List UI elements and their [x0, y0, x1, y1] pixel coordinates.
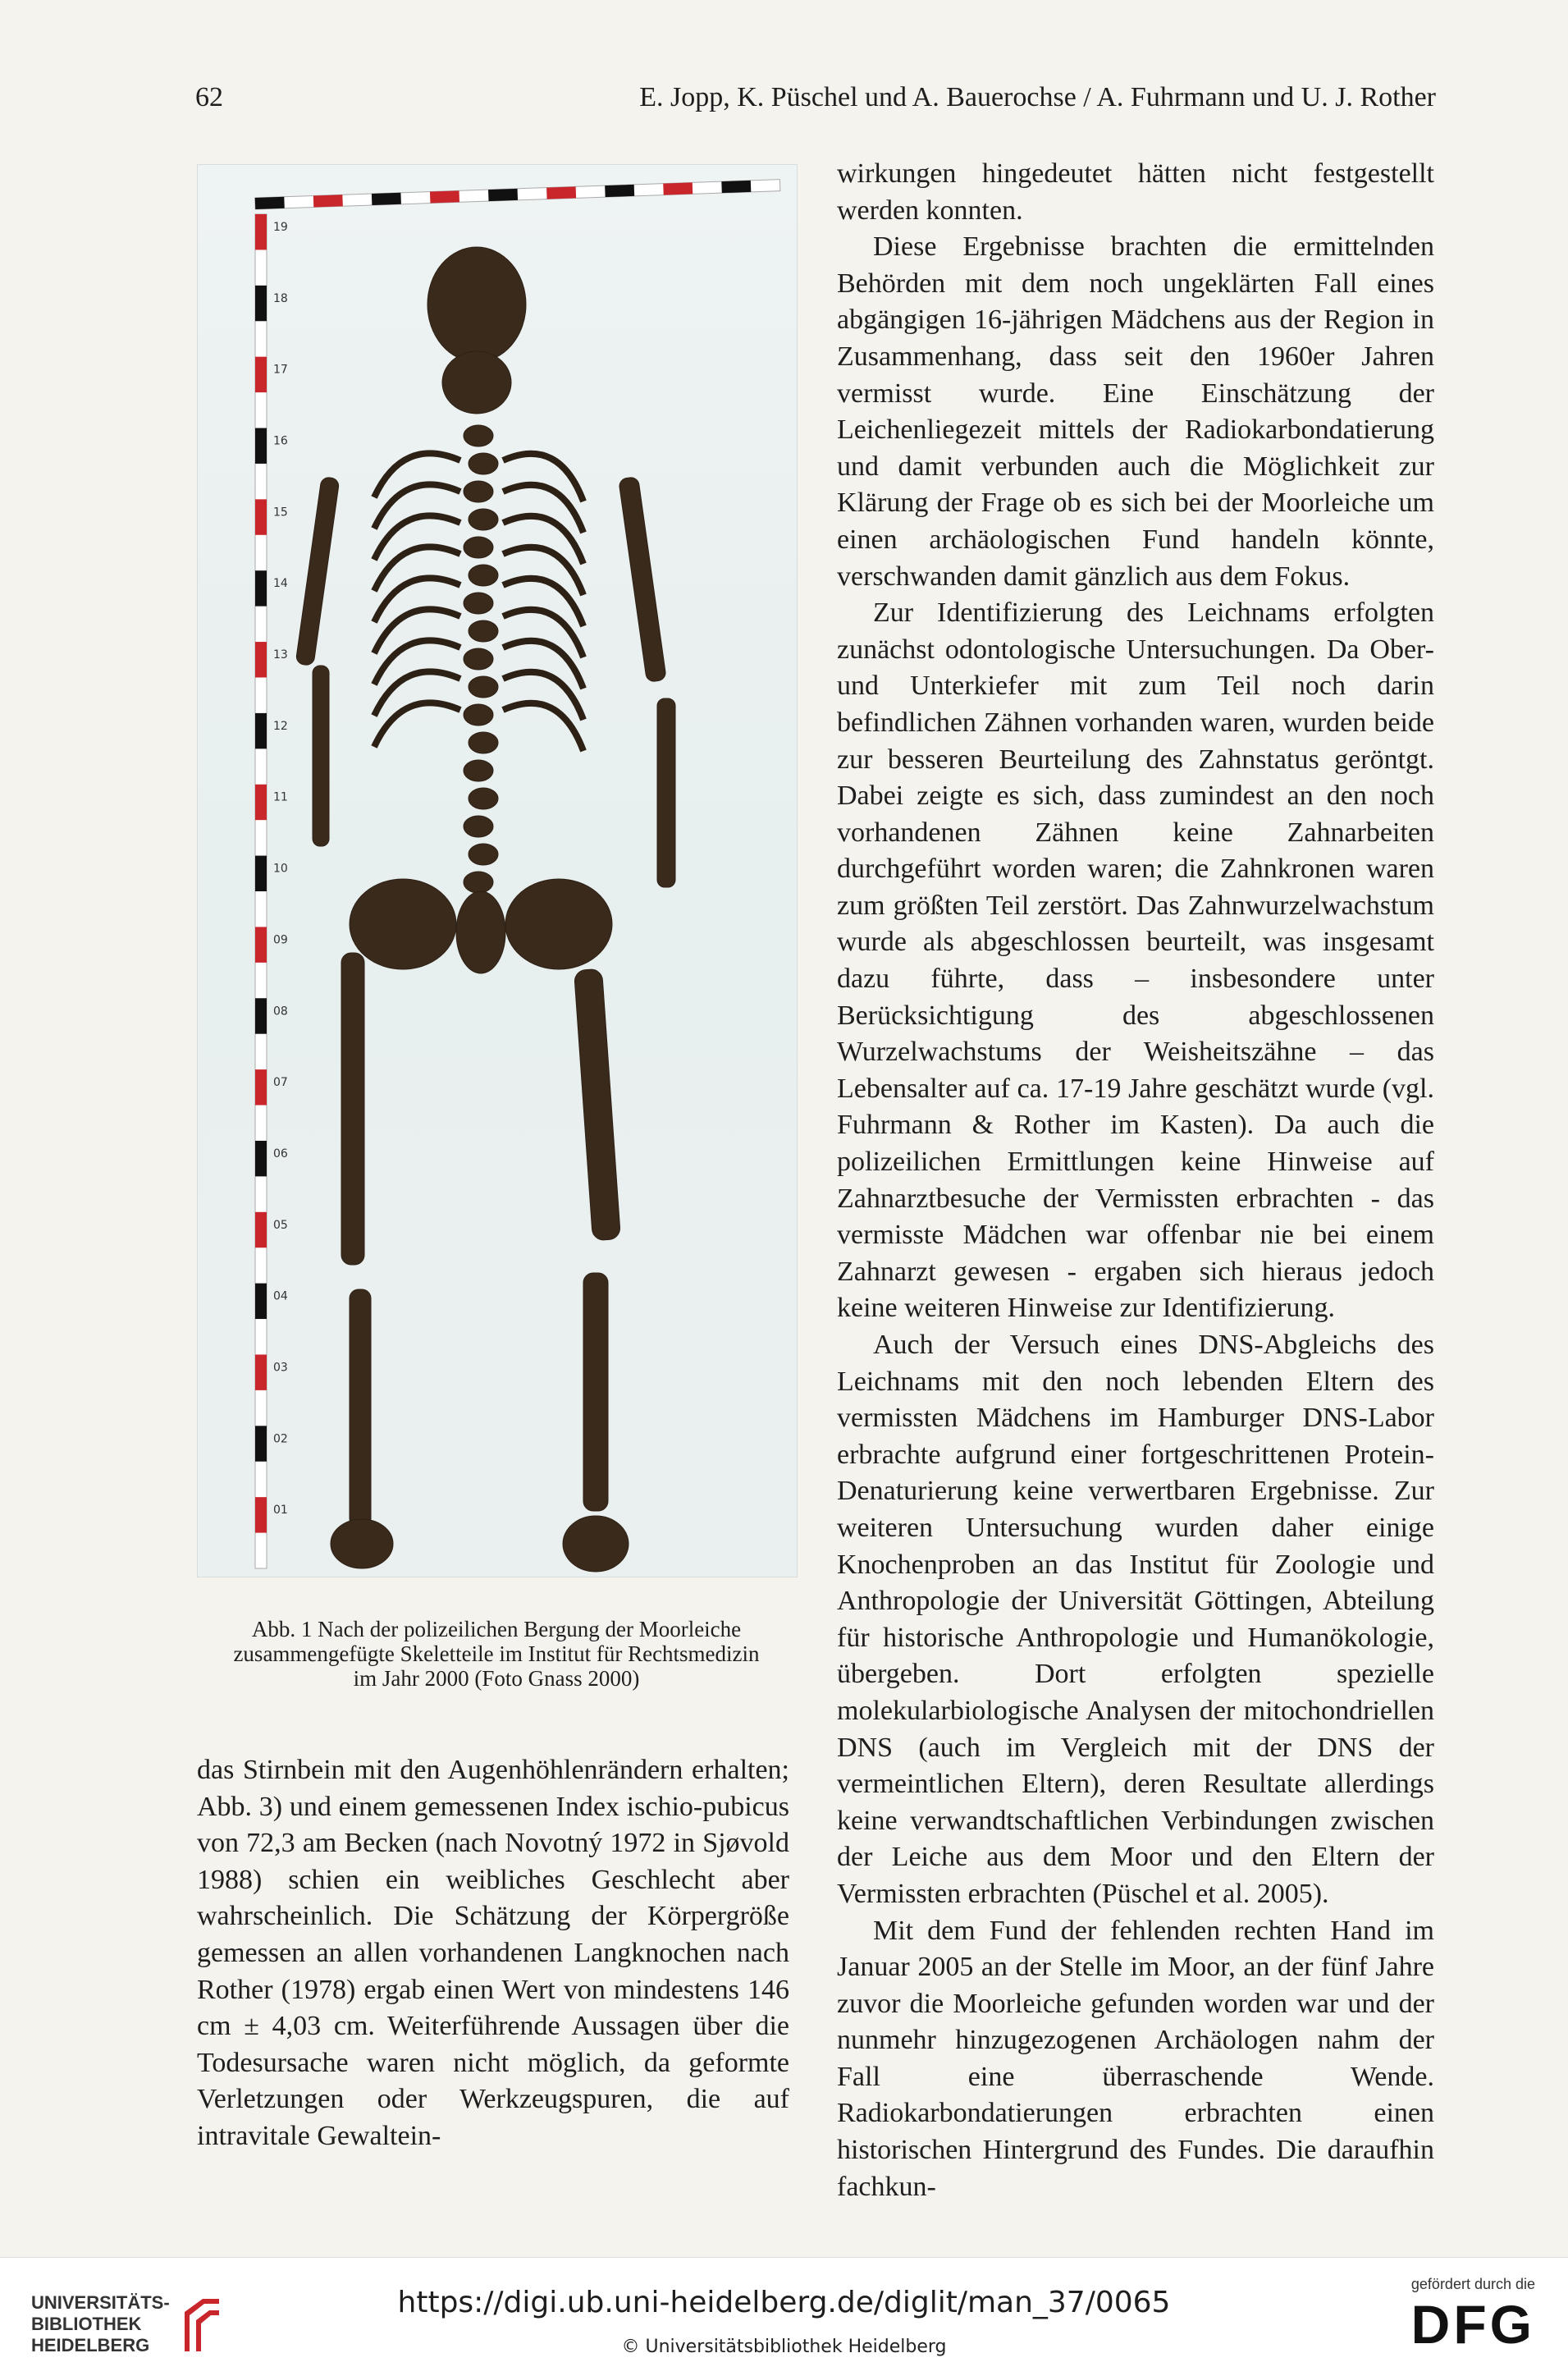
library-name-1: UNIVERSITÄTS-	[31, 2292, 170, 2313]
scale-segment	[255, 1212, 267, 1248]
library-name-2: BIBLIOTHEK	[31, 2314, 142, 2334]
scale-label: 14	[273, 577, 288, 591]
rib	[374, 578, 460, 622]
right-tibia	[583, 1273, 608, 1511]
scale-segment	[255, 713, 267, 749]
left-column	[197, 1752, 789, 2155]
viewer-footer	[0, 2257, 1568, 2376]
scale-label: 17	[273, 363, 288, 377]
copyright-notice: © Universitätsbibliothek Heidelberg	[621, 2337, 947, 2357]
scale-segment	[546, 186, 576, 199]
left-forearm	[313, 666, 329, 846]
sacrum	[456, 891, 505, 973]
library-name-3: HEIDELBERG	[31, 2335, 150, 2355]
scale-label: 12	[273, 719, 288, 733]
jaw	[442, 351, 511, 414]
scale-segment	[255, 1141, 267, 1176]
skeleton	[295, 247, 675, 1572]
scale-segment	[255, 856, 267, 891]
scale-label: 07	[273, 1076, 288, 1090]
rib	[503, 672, 583, 720]
scale-segment	[255, 785, 267, 820]
scale-segment	[255, 214, 267, 250]
scale-segment	[255, 1069, 267, 1105]
ribs-right	[503, 454, 583, 751]
vertebra	[464, 816, 493, 837]
rib	[503, 516, 583, 564]
scale-segment	[255, 428, 267, 464]
vertebra	[464, 593, 493, 614]
vertebra	[469, 565, 498, 586]
vertical-scale	[255, 214, 288, 1568]
caption-line-3: im Jahr 2000 (Foto Gnass 2000)	[353, 1666, 640, 1691]
left-paragraph-1: das Stirnbein mit den Augenhöhlenrändern erhalten; Abb. 3) und einem gemessenen Index ischio-pubicus von 72,3 am Becken (nach Novotný 1972 in Sjøvold 1988) schien ein weibliches Geschlecht aber wahrscheinlich. Die Schätzung der Körpergröße gemessen an allen vorhandenen Langknochen nach Rother (1978) ergab einen Wert von mindestens 146 cm ± 4,03 cm. Weiterführende Aussagen über die Todesursache waren nicht möglich, da geformte Verletzungen oder Werkzeugspuren, die auf intravitale Gewaltein-	[197, 1755, 789, 2151]
rib	[374, 640, 460, 684]
scale-segment	[255, 927, 267, 962]
horizontal-scale	[255, 180, 780, 209]
scale-label: 04	[273, 1289, 288, 1303]
scale-label: 13	[273, 648, 288, 662]
right-humerus	[619, 477, 667, 683]
dfg-sponsor-text: gefördert durch die	[1410, 2276, 1535, 2292]
vertebra	[469, 620, 498, 642]
scale-segment	[255, 642, 267, 677]
right-paragraph-3: Zur Identifizierung des Leichnams erfolgten zunächst odontologische Untersuchungen. Da Ober- und Unterkiefer mit zum Teil noch darin befindlichen Zähnen vorhanden waren, wurden beide zur besseren Beurteilung des Zahnstatus geröntgt. Dabei zeigte es sich, dass zumindest an den noch vorhandenen Zähnen keine Zahnarbeiten durchgeführt worden waren; die Zahnkronen waren zum größten Teil zerstört. Das Zahnwurzelwachstum wurde als abgeschlossen beurteilt, was insgesamt dazu führte, dass – insbesondere unter Berücksichtigung des abgeschlossenen Wurzelwachstums der Weisheitszähne – das Lebensalter auf ca. 17-19 Jahre geschätzt wurde (vgl. Fuhrmann & Rother im Kasten). Da auch die polizeilichen Ermittlungen keine Hinweise auf Zahnarztbesuche der Vermissten erbrachten - das vermisste Mädchen war offenbar nie bei einem Zahnarzt gewesen - ergaben sich hieraus jedoch keine weiteren Hinweise zur Identifizierung.	[837, 597, 1434, 1324]
right-paragraph-5: Mit dem Fund der fehlenden rechten Hand im Januar 2005 an der Stelle im Moor, an der fünf Jahre zuvor die Moorleiche gefunden worden war und der nunmehr hinzugezogenen Archäologen nahm der Fall eine überraschende Wende. Radiokarbondatierungen erbrachten einen historischen Hintergrund des Fundes. Die daraufhin fachkun-	[837, 1915, 1434, 2202]
rib	[503, 547, 583, 595]
rib	[503, 454, 583, 501]
scale-segment	[255, 1426, 267, 1461]
scale-segment	[488, 189, 518, 201]
vertebra	[464, 760, 493, 781]
scale-segment	[721, 181, 751, 193]
scale-segment	[255, 197, 285, 209]
caption-line-2: zusammengefügte Skeletteile im Institut für Rechtsmedizin	[233, 1641, 760, 1666]
left-tibia	[350, 1289, 371, 1527]
vertebra	[469, 844, 498, 865]
vertebra	[464, 425, 493, 446]
scale-label: 05	[273, 1218, 288, 1232]
rib	[374, 484, 460, 529]
scale-label: 02	[273, 1432, 288, 1446]
pelvis-left	[350, 879, 456, 969]
dfg-block	[1411, 2276, 1535, 2355]
rib	[503, 703, 583, 751]
scale-label: 01	[273, 1504, 288, 1518]
vertebra	[469, 453, 498, 474]
skull	[427, 247, 526, 362]
scale-label: 09	[273, 933, 288, 947]
rib	[374, 671, 460, 716]
left-humerus	[295, 477, 340, 666]
scale-segment	[663, 182, 693, 195]
vertebra	[464, 648, 493, 670]
right-foot	[563, 1516, 629, 1572]
page-number: 62	[195, 82, 223, 112]
rib	[374, 609, 460, 653]
scale-segment	[255, 998, 267, 1033]
vertebra	[464, 704, 493, 726]
right-column	[837, 156, 1434, 2205]
figure-caption	[197, 1617, 796, 1691]
scale-label: 15	[273, 506, 288, 520]
right-forearm	[657, 698, 675, 887]
scale-segment	[255, 499, 267, 534]
rib	[374, 515, 460, 560]
scale-segment	[255, 357, 267, 392]
rib	[374, 703, 460, 747]
scale-segment	[430, 190, 459, 203]
left-femur	[341, 953, 364, 1265]
spine	[464, 425, 498, 893]
scale-label: 16	[273, 434, 288, 448]
scale-segment	[605, 185, 634, 197]
scale-segment	[255, 1354, 267, 1389]
scale-label: 18	[273, 291, 288, 305]
vertebra	[464, 481, 493, 502]
scale-label: 11	[273, 790, 288, 804]
scale-label: 19	[273, 221, 288, 234]
rib	[503, 641, 583, 689]
vertebra	[464, 872, 493, 893]
skeleton-photo	[198, 165, 797, 1577]
right-paragraph-2: Diese Ergebnisse brachten die ermittelnden Behörden mit dem noch ungeklärten Fall eines abgängigen 16-jährigen Mädchens aus der Region in Zusammenhang, dass seit den 1960er Jahren vermisst wurde. Eine Einschätzung der Leichenliegezeit mittels der Radiokarbondatierung und damit verbunden auch die Möglichkeit zur Klärung der Frage ob es sich bei der Moorleiche um einen archäologischen Fund handeln könnte, verschwanden damit gänzlich aus dem Fokus.	[837, 231, 1434, 592]
rib	[503, 610, 583, 657]
rib	[374, 547, 460, 591]
dfg-logo[interactable]: DFG	[1410, 2294, 1535, 2355]
document-url[interactable]: https://digi.ub.uni-heidelberg.de/diglit/man_37/0065	[397, 2286, 1171, 2319]
scale-segment	[255, 1497, 267, 1532]
ribs-left	[374, 453, 460, 747]
scale-segment	[255, 286, 267, 321]
vertebra	[469, 732, 498, 753]
pelvis-right	[505, 879, 612, 969]
right-paragraph-1: wirkungen hingedeutet hätten nicht festgestellt werden konnten.	[837, 158, 1434, 226]
figure-photo	[197, 164, 798, 1577]
vertebra	[469, 509, 498, 530]
rib	[503, 579, 583, 626]
vertebra	[469, 676, 498, 698]
caption-line-1: Abb. 1 Nach der polizeilichen Bergung der Moorleiche	[251, 1617, 742, 1641]
vertebra	[469, 788, 498, 809]
scale-segment	[255, 1284, 267, 1319]
scale-label: 08	[273, 1005, 288, 1019]
rib	[374, 453, 460, 497]
right-paragraph-4: Auch der Versuch eines DNS-Abgleichs des Leichnams mit den noch lebenden Eltern des vermissten Mädchens im Hamburger DNS-Labor erbrachte aufgrund einer fortgeschrittenen Protein-Denaturierung keine verwertbaren Ergebnisse. Zur weiteren Untersuchung wurden daher einige Knochenproben an das Institut für Zoologie und Anthropologie der Universität Göttingen, Abteilung für historische Anthropologie und Humanökologie, übergeben. Dort erfolgten spezielle molekularbiologische Analysen der mitochondriellen DNS (auch im Vergleich mit der DNS der vermeintlichen Eltern), deren Resultate allerdings keine verwandtschaftlichen Verbindungen zwischen der Leiche aus dem Moor und den Eltern der Vermissten erbrachten (Püschel et al. 2005).	[837, 1330, 1434, 1909]
left-foot	[331, 1519, 393, 1568]
scale-segment	[372, 193, 401, 205]
scale-segment	[255, 570, 267, 606]
scale-label: 03	[273, 1361, 288, 1375]
scale-label: 10	[273, 862, 288, 876]
right-femur	[574, 968, 621, 1241]
scale-label: 06	[273, 1147, 288, 1161]
rib	[503, 485, 583, 533]
vertebra	[464, 537, 493, 558]
scale-segment	[313, 195, 343, 207]
running-title: E. Jopp, K. Püschel und A. Bauerochse / A. Fuhrmann und U. J. Rother	[639, 82, 1436, 112]
